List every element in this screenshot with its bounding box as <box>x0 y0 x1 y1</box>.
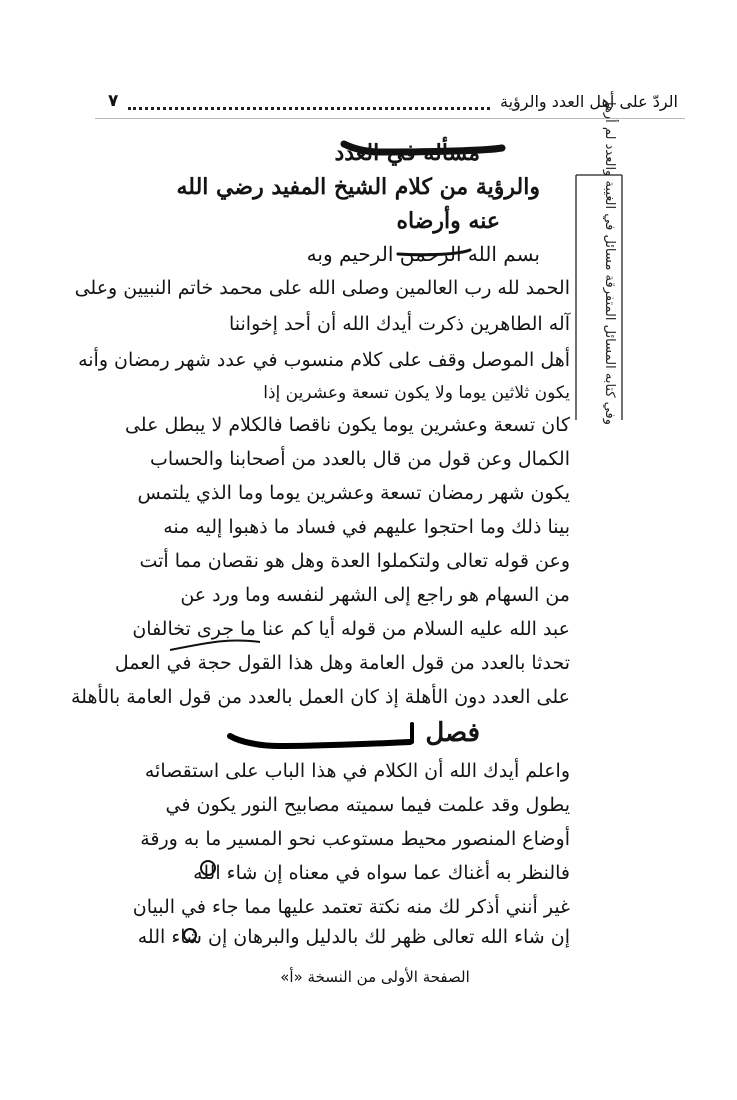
basmala: بسم الله الرحمن الرحيم وبه <box>306 242 540 266</box>
page-number: ٧ <box>108 91 119 111</box>
body-line-3: أهل الموصل وقف على كلام منسوب في عدد شهر رمضان وأنه <box>78 349 570 371</box>
body-line-12: تحدثا بالعدد من قول العامة وهل هذا القول حجة في العمل <box>114 652 570 674</box>
margin-note-text: وفي كتابه المسائل المتفرقة مسائل في الغيبة والعدد لم أرها <box>602 102 617 425</box>
body2-line-6: إن شاء الله تعالى ظهر لك بالدليل والبرهان إن شاء الله <box>137 926 570 948</box>
body-line-13: على العدد دون الأهلة إذ كان العمل بالعدد من قول العامة بالأهلة <box>71 686 570 708</box>
body-line-9: وعن قوله تعالى ولتكملوا العدة وهل هو نقصان مما أتت <box>139 550 570 572</box>
figure-caption: الصفحة الأولى من النسخة «أ» <box>280 968 470 986</box>
body-line-6: الكمال وعن قول من قال بالعدد من أصحابنا والحساب <box>150 448 570 470</box>
ink-curve-stroke <box>170 640 260 650</box>
running-title: الردّ على أهل العدد والرؤية <box>500 91 678 111</box>
body-line-10: من السهام هو راجع إلى الشهر لنفسه وما ورد عن <box>180 584 570 606</box>
body-line-7: يكون شهر رمضان تسعة وعشرين يوما وما الذي يلتمس <box>137 482 570 504</box>
title-line-3: عنه وأرضاه <box>396 208 500 234</box>
body-line-5: كان تسعة وعشرين يوما يكون ناقصا فالكلام لا يبطل على <box>124 414 570 436</box>
margin-note <box>578 102 620 425</box>
header-divider <box>95 118 685 119</box>
body-line-11: عبد الله عليه السلام من قوله أيا كم عنا ما جرى تخالفان <box>132 618 570 640</box>
body-line-2: آله الطاهرين ذكرت أيدك الله أن أحد إخواننا <box>228 313 570 335</box>
body2-line-2: يطول وقد علمت فيما سميته مصابيح النور يكون في <box>165 794 570 816</box>
body2-line-4: فالنظر به أغناك عما سواه في معناه إن شاء الله <box>193 862 570 884</box>
title-line-2: والرؤية من كلام الشيخ المفيد رضي الله <box>176 174 540 200</box>
body2-line-3: أوضاع المنصور محيط مستوعب نحو المسير ما به ورقة <box>140 828 570 850</box>
running-head <box>108 88 678 114</box>
section-heading: فصل <box>425 718 480 748</box>
body2-line-5: غير أنني أذكر لك منه نكتة تعتمد عليها مما جاء في البيان <box>132 896 570 918</box>
body-line-4: يكون ثلاثين يوما ولا يكون تسعة وعشرين إذا <box>263 383 570 403</box>
body-line-8: بينا ذلك وما احتجوا عليهم في فساد ما ذهبوا إليه منه <box>163 516 570 538</box>
body-line-1: الحمد لله رب العالمين وصلى الله على محمد خاتم النبيين وعلى <box>74 277 570 299</box>
body2-line-1: واعلم أيدك الله أن الكلام في هذا الباب على استقصائه <box>144 760 570 782</box>
dotted-leader <box>128 97 490 110</box>
title-line-1: مسألة في العدد <box>334 140 480 166</box>
section-long-stroke <box>230 736 410 746</box>
